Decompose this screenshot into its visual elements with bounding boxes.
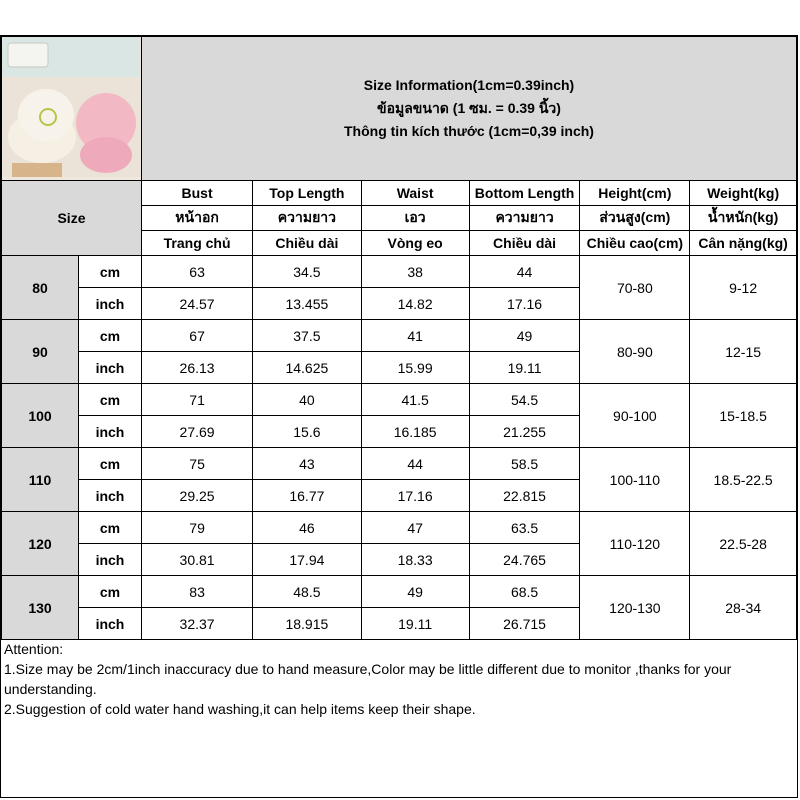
size-value: 120 <box>2 512 79 576</box>
measure-cell: 63 <box>141 256 252 288</box>
measure-cell: 43 <box>253 448 361 480</box>
column-header-en: Height(cm) <box>580 181 690 206</box>
table-row <box>2 320 797 352</box>
measure-cell: 16.185 <box>361 416 469 448</box>
measure-cell: 83 <box>141 576 252 608</box>
measure-cell: 13.455 <box>253 288 361 320</box>
measure-cell: 32.37 <box>141 608 252 640</box>
note-2: 2.Suggestion of cold water hand washing,it can help items keep their shape. <box>4 701 476 717</box>
measure-cell: 44 <box>469 256 580 288</box>
measure-cell: 17.16 <box>469 288 580 320</box>
measure-cell: 19.11 <box>361 608 469 640</box>
measure-cell: 46 <box>253 512 361 544</box>
column-header-en: Bottom Length <box>469 181 580 206</box>
weight-range: 18.5-22.5 <box>690 448 797 512</box>
size-chart-sheet <box>0 35 798 798</box>
title-vi: Thông tin kích thước (1cm=0,39 inch) <box>344 123 594 139</box>
measure-cell: 49 <box>361 576 469 608</box>
title-en: Size Information(1cm=0.39inch) <box>363 77 575 93</box>
height-range: 110-120 <box>580 512 690 576</box>
unit-label: inch <box>78 288 141 320</box>
column-header-vi: Vòng eo <box>361 231 469 256</box>
column-header-en: Bust <box>141 181 252 206</box>
size-value: 110 <box>2 448 79 512</box>
measure-cell: 38 <box>361 256 469 288</box>
measure-cell: 75 <box>141 448 252 480</box>
measure-cell: 67 <box>141 320 252 352</box>
measure-cell: 14.82 <box>361 288 469 320</box>
column-header-vi: Trang chủ <box>141 231 252 256</box>
measure-cell: 14.625 <box>253 352 361 384</box>
column-header-th: หน้าอก <box>141 206 252 231</box>
title-th: ข้อมูลขนาด (1 ซม. = 0.39 นิ้ว) <box>377 100 561 116</box>
measure-cell: 15.99 <box>361 352 469 384</box>
notes-heading: Attention: <box>4 641 64 657</box>
measure-cell: 34.5 <box>253 256 361 288</box>
column-header-en: Weight(kg) <box>690 181 797 206</box>
measure-cell: 47 <box>361 512 469 544</box>
height-range: 100-110 <box>580 448 690 512</box>
height-range: 70-80 <box>580 256 690 320</box>
unit-label: inch <box>78 352 141 384</box>
weight-range: 22.5-28 <box>690 512 797 576</box>
measure-cell: 68.5 <box>469 576 580 608</box>
table-row <box>2 384 797 416</box>
column-header-th: ความยาว <box>469 206 580 231</box>
weight-range: 15-18.5 <box>690 384 797 448</box>
measure-cell: 18.915 <box>253 608 361 640</box>
weight-range: 9-12 <box>690 256 797 320</box>
measure-cell: 24.57 <box>141 288 252 320</box>
column-header-vi: Chiều dài <box>253 231 361 256</box>
size-table <box>1 36 797 640</box>
note-1: 1.Size may be 2cm/1inch inaccuracy due to hand measure,Color may be little different due to monitor ,thanks for your understanding. <box>4 661 732 697</box>
measure-cell: 37.5 <box>253 320 361 352</box>
column-header-th: เอว <box>361 206 469 231</box>
column-header-vi: Chiều cao(cm) <box>580 231 690 256</box>
column-header-th: ส่วนสูง(cm) <box>580 206 690 231</box>
column-header-th: น้ำหนัก(kg) <box>690 206 797 231</box>
column-header-en: Waist <box>361 181 469 206</box>
table-row <box>2 512 797 544</box>
height-range: 80-90 <box>580 320 690 384</box>
unit-label: cm <box>78 448 141 480</box>
size-value: 100 <box>2 384 79 448</box>
measure-cell: 26.715 <box>469 608 580 640</box>
column-header-vi: Cân nặng(kg) <box>690 231 797 256</box>
measure-cell: 63.5 <box>469 512 580 544</box>
weight-range: 12-15 <box>690 320 797 384</box>
unit-label: cm <box>78 320 141 352</box>
measure-cell: 19.11 <box>469 352 580 384</box>
size-value: 80 <box>2 256 79 320</box>
measure-cell: 29.25 <box>141 480 252 512</box>
unit-label: inch <box>78 416 141 448</box>
measure-cell: 21.255 <box>469 416 580 448</box>
table-row <box>2 256 797 288</box>
unit-label: cm <box>78 512 141 544</box>
measure-cell: 16.77 <box>253 480 361 512</box>
size-header: Size <box>2 181 142 256</box>
measure-cell: 41.5 <box>361 384 469 416</box>
column-header-th: ความยาว <box>253 206 361 231</box>
measure-cell: 18.33 <box>361 544 469 576</box>
measure-cell: 41 <box>361 320 469 352</box>
height-range: 90-100 <box>580 384 690 448</box>
unit-label: inch <box>78 608 141 640</box>
measure-cell: 40 <box>253 384 361 416</box>
measure-cell: 27.69 <box>141 416 252 448</box>
measure-cell: 44 <box>361 448 469 480</box>
unit-label: cm <box>78 256 141 288</box>
product-photo <box>2 37 142 181</box>
weight-range: 28-34 <box>690 576 797 640</box>
measure-cell: 48.5 <box>253 576 361 608</box>
title-block <box>141 37 796 181</box>
measure-cell: 54.5 <box>469 384 580 416</box>
measure-cell: 26.13 <box>141 352 252 384</box>
measure-cell: 79 <box>141 512 252 544</box>
unit-label: inch <box>78 480 141 512</box>
unit-label: cm <box>78 576 141 608</box>
measure-cell: 15.6 <box>253 416 361 448</box>
column-header-vi: Chiều dài <box>469 231 580 256</box>
unit-label: inch <box>78 544 141 576</box>
measure-cell: 49 <box>469 320 580 352</box>
height-range: 120-130 <box>580 576 690 640</box>
table-row <box>2 448 797 480</box>
measure-cell: 71 <box>141 384 252 416</box>
notes <box>4 639 796 719</box>
product-photo-icon <box>2 37 140 177</box>
measure-cell: 24.765 <box>469 544 580 576</box>
measure-cell: 30.81 <box>141 544 252 576</box>
size-value: 130 <box>2 576 79 640</box>
measure-cell: 22.815 <box>469 480 580 512</box>
size-value: 90 <box>2 320 79 384</box>
measure-cell: 17.16 <box>361 480 469 512</box>
table-row <box>2 576 797 608</box>
measure-cell: 58.5 <box>469 448 580 480</box>
column-header-en: Top Length <box>253 181 361 206</box>
measure-cell: 17.94 <box>253 544 361 576</box>
unit-label: cm <box>78 384 141 416</box>
